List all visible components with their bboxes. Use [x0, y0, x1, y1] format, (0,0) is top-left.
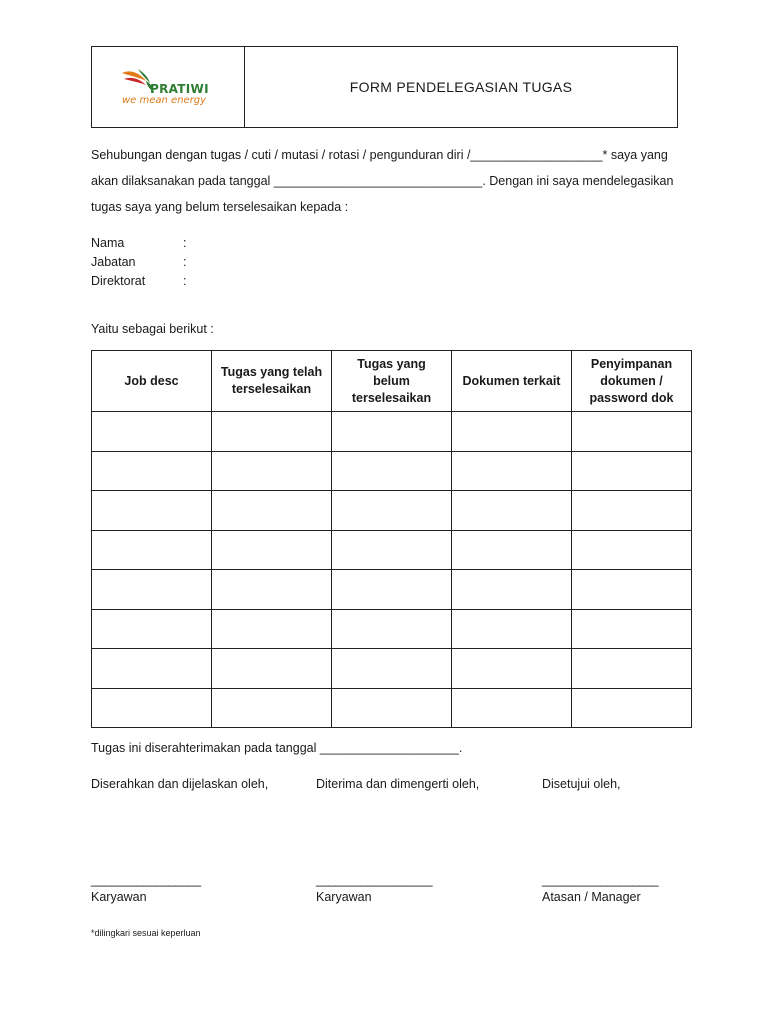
table-cell[interactable]	[452, 688, 572, 728]
intro-line-2: akan dilaksanakan pada tanggal ______________________________. Dengan ini saya mendelegasikan	[91, 174, 674, 188]
table-cell[interactable]	[332, 609, 452, 649]
signature-line-2: __________________	[316, 873, 433, 887]
signature-heading-2: Diterima dan dimengerti oleh,	[316, 777, 480, 791]
table-cell[interactable]	[212, 609, 332, 649]
table-cell[interactable]	[332, 570, 452, 610]
table-row	[92, 570, 692, 610]
field-separator: :	[183, 236, 187, 250]
signature-role-1: Karyawan	[91, 890, 147, 904]
intro-line-3: tugas saya yang belum terselesaikan kepada :	[91, 200, 349, 214]
table-header-row	[92, 351, 692, 412]
col-documents: Dokumen terkait	[452, 351, 572, 412]
table-cell[interactable]	[92, 570, 212, 610]
logo-tagline: we mean energy	[122, 95, 207, 106]
table-cell[interactable]	[572, 451, 692, 491]
table-row	[92, 609, 692, 649]
table-cell[interactable]	[212, 570, 332, 610]
table-cell[interactable]	[452, 570, 572, 610]
table-cell[interactable]	[452, 491, 572, 531]
field-jabatan	[91, 255, 186, 269]
table-cell[interactable]	[452, 609, 572, 649]
table-row	[92, 491, 692, 531]
table-cell[interactable]	[572, 649, 692, 689]
table-cell[interactable]	[572, 491, 692, 531]
field-separator: :	[183, 255, 187, 269]
table-cell[interactable]	[212, 412, 332, 452]
footnote: *dilingkari sesuai keperluan	[91, 928, 201, 938]
form-title: FORM PENDELEGASIAN TUGAS	[349, 79, 573, 95]
table-cell[interactable]	[332, 649, 452, 689]
handover-line: Tugas ini diserahterimakan pada tanggal ____________________.	[91, 741, 463, 755]
col-storage: Penyimpanan dokumen / password dok	[572, 351, 692, 412]
table-row	[92, 412, 692, 452]
field-label: Nama	[91, 236, 125, 250]
logo-name: PRATIWI	[150, 82, 209, 96]
table-cell[interactable]	[452, 412, 572, 452]
table-cell[interactable]	[92, 609, 212, 649]
table-cell[interactable]	[332, 688, 452, 728]
table-row	[92, 688, 692, 728]
table-cell[interactable]	[332, 451, 452, 491]
table-cell[interactable]	[332, 491, 452, 531]
table-intro: Yaitu sebagai berikut :	[91, 322, 214, 336]
table-cell[interactable]	[572, 688, 692, 728]
col-completed: Tugas yang telah terselesaikan	[212, 351, 332, 412]
table-cell[interactable]	[212, 451, 332, 491]
task-table	[91, 350, 692, 728]
table-cell[interactable]	[452, 649, 572, 689]
table-cell[interactable]	[212, 491, 332, 531]
table-cell[interactable]	[332, 530, 452, 570]
signature-heading-3: Disetujui oleh,	[542, 777, 621, 791]
table-cell[interactable]	[572, 609, 692, 649]
table-cell[interactable]	[92, 451, 212, 491]
field-label: Direktorat	[91, 274, 146, 288]
field-nama	[91, 236, 186, 250]
table-cell[interactable]	[92, 412, 212, 452]
table-cell[interactable]	[332, 412, 452, 452]
table-cell[interactable]	[452, 530, 572, 570]
field-direktorat	[91, 274, 186, 288]
table-cell[interactable]	[92, 649, 212, 689]
table-cell[interactable]	[572, 570, 692, 610]
signature-line-3: __________________	[542, 873, 659, 887]
table-row	[92, 649, 692, 689]
signature-role-3: Atasan / Manager	[542, 890, 641, 904]
table-cell[interactable]	[212, 649, 332, 689]
form-header	[91, 46, 678, 128]
col-pending: Tugas yang belum terselesaikan	[332, 351, 452, 412]
table-cell[interactable]	[452, 451, 572, 491]
signature-role-2: Karyawan	[316, 890, 372, 904]
table-row	[92, 530, 692, 570]
field-label: Jabatan	[91, 255, 136, 269]
intro-paragraph	[91, 142, 679, 220]
table-cell[interactable]	[212, 530, 332, 570]
intro-line-1: Sehubungan dengan tugas / cuti / mutasi / rotasi / pengunduran diri /___________________* saya yang	[91, 148, 668, 162]
logo-cell	[92, 47, 245, 127]
table-cell[interactable]	[92, 530, 212, 570]
signature-line-1: _________________	[91, 873, 201, 887]
col-job-desc: Job desc	[92, 351, 212, 412]
table-cell[interactable]	[92, 688, 212, 728]
table-cell[interactable]	[572, 412, 692, 452]
table-cell[interactable]	[212, 688, 332, 728]
field-separator: :	[183, 274, 187, 288]
table-body	[92, 412, 692, 728]
table-cell[interactable]	[92, 491, 212, 531]
signature-heading-1: Diserahkan dan dijelaskan oleh,	[91, 777, 269, 791]
table-cell[interactable]	[572, 530, 692, 570]
table-row	[92, 451, 692, 491]
